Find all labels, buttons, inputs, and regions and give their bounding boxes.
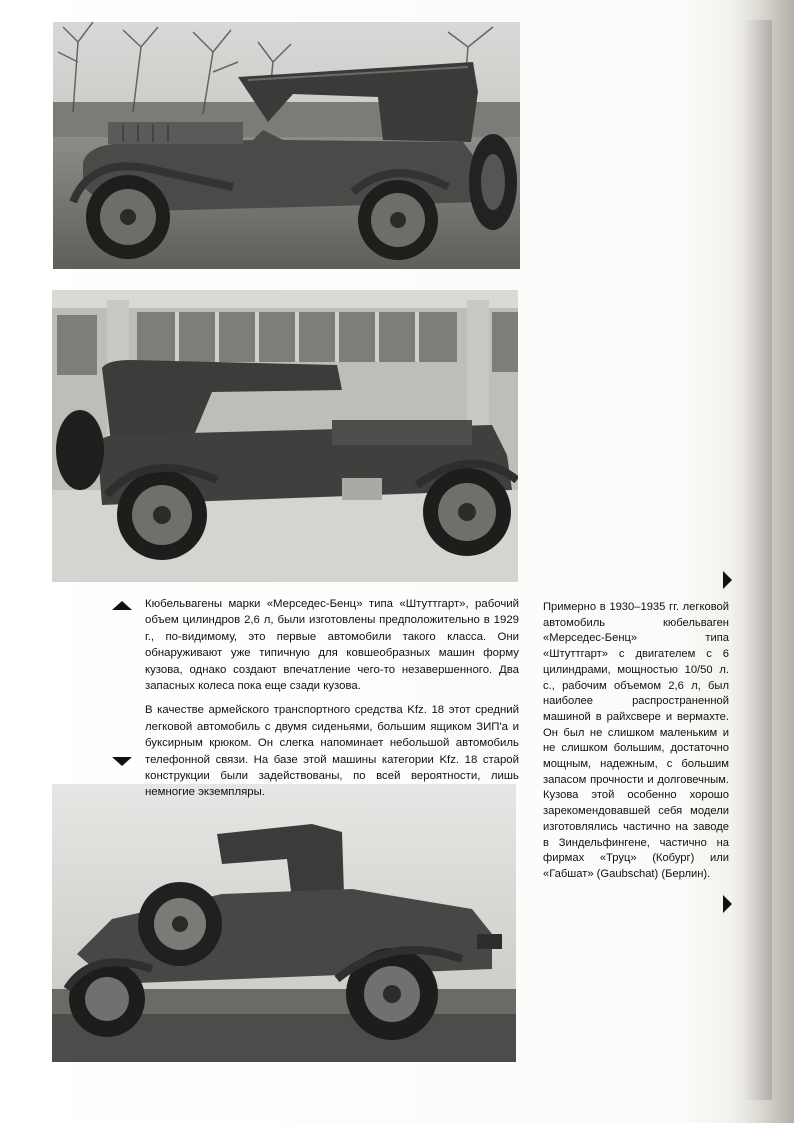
arrow-down-icon (112, 757, 132, 766)
photo-kfz18-bottom (52, 784, 516, 1062)
side-paragraph: Примерно в 1930–1935 гг. легковой автомобиль кюбельваген «Мерседес-Бенц» типа «Штуттгарт» с двигателем с 6 цилиндрами, мощностью 10/50 л. с., рабочим объемом 2,6 л, был наиболее распространенной машиной в райхсвере и вермахте. Он был не слишком маленьким и не слишком большим, достаточно мощным, надежным, с большим запасом прочности и долговечным. Кузова этой особенно хорошо зарекомендовавшей себя модели изготовлялись частично на заводе в Зиндельфингене, частично на фирмах «Труц» (Кобург) или «Габшат» (Gaubschat) (Берлин). (543, 601, 729, 880)
photo-icon (52, 784, 516, 1062)
photo-icon (52, 290, 518, 582)
arrow-up-icon (112, 601, 132, 610)
caption-paragraph-1: Кюбельвагены марки «Мерседес-Бенц» типа «Штуттгарт», рабочий объем цилиндров 2,6 л, были изготовлены предположительно в 1929 г., по-видимому, это первые автомобили такого класса. Они обнаруживают уже типичную для ковшеобразных машин форму кузова, однако создают впечатление чего-то незавершенного. Два запасных колеса пока еще сзади кузова. (145, 598, 519, 693)
photo-caption (145, 596, 519, 809)
photo-icon (53, 22, 520, 269)
side-column-text (543, 600, 729, 883)
triangle-right-icon (723, 571, 732, 589)
photo-touring-car-top (53, 22, 520, 269)
caption-paragraph-2: В качестве армейского транспортного средства Kfz. 18 этот средний легковой автомобиль с двумя сиденьями, большим ящиком ЗИП'а и буксирным крюком. Он слегка напоминает небольшой автомобиль телефонной связи. На базе этой машины категории Kfz. 18 старой конструкции были задействованы, по всей вероятности, лишь немногие экземпляры. (145, 704, 519, 799)
book-spine-shadow (742, 20, 772, 1100)
photo-touring-car-middle (52, 290, 518, 582)
triangle-right-icon (723, 895, 732, 913)
